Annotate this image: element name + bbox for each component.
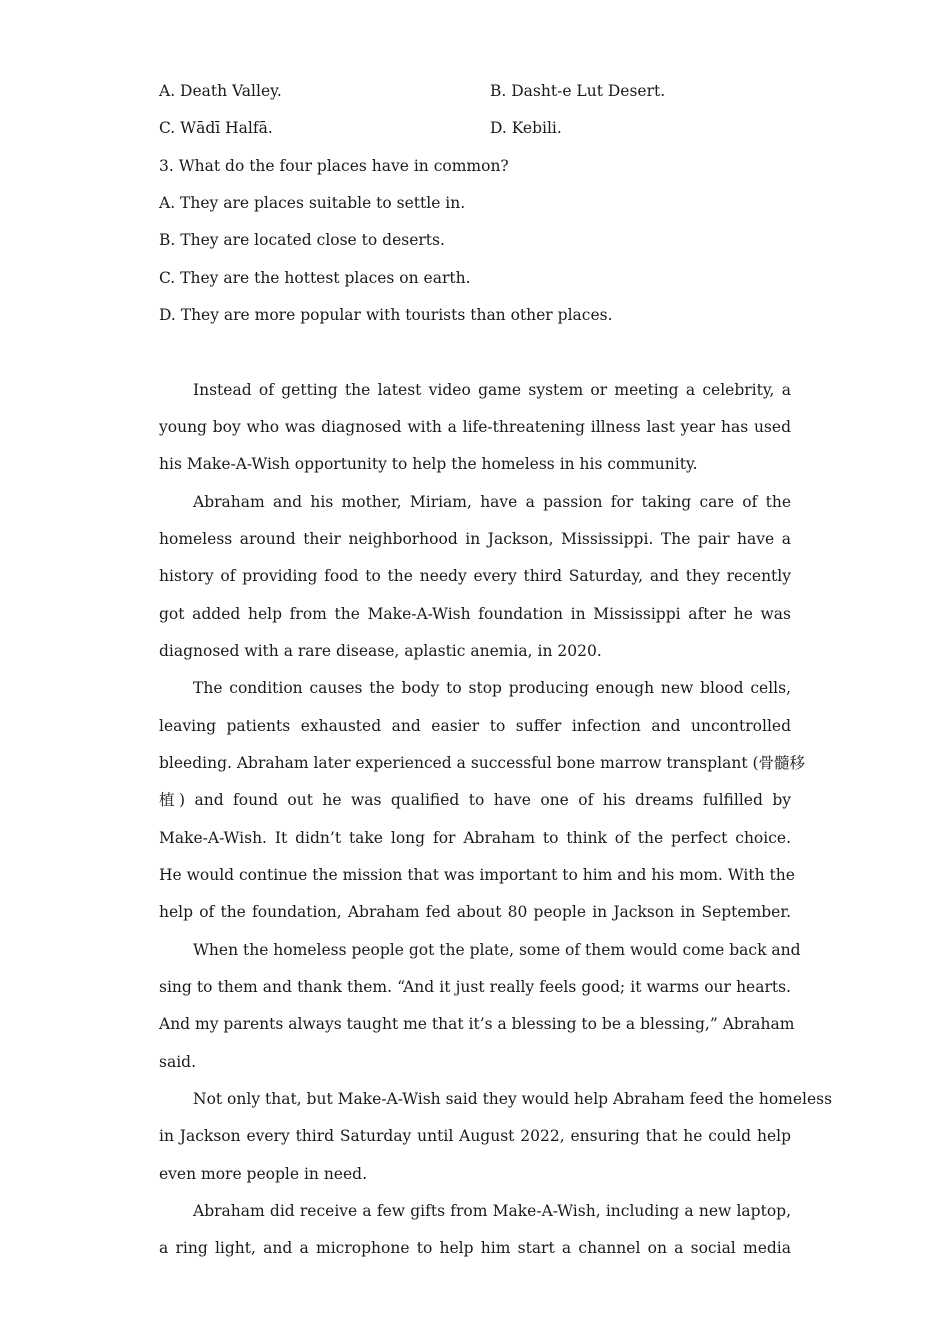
q3-option-b: B. They are located close to deserts. [159, 231, 445, 249]
passage-line: Make-A-Wish. It didn’t take long for Abraham to think of the perfect choice. [159, 829, 791, 847]
passage-line: leaving patients exhausted and easier to suffer infection and uncontrolled [159, 717, 791, 735]
q3-option-d: D. They are more popular with tourists than other places. [159, 306, 613, 324]
q3-stem: 3. What do the four places have in common? [159, 157, 509, 175]
q2-option-d: D. Kebili. [490, 119, 562, 137]
passage-line: Instead of getting the latest video game system or meeting a celebrity, a [193, 381, 791, 399]
passage-line: young boy who was diagnosed with a life-threatening illness last year has used [159, 418, 791, 436]
passage-line: 植) and found out he was qualified to have one of his dreams fulfilled by [159, 791, 791, 809]
q2-option-b: B. Dasht-e Lut Desert. [490, 82, 666, 100]
passage-line: Abraham and his mother, Miriam, have a passion for taking care of the [193, 493, 791, 511]
passage-line: said. [159, 1053, 197, 1071]
passage-line: his Make-A-Wish opportunity to help the homeless in his community. [159, 455, 698, 473]
passage-line: bleeding. Abraham later experienced a successful bone marrow transplant (骨髓移 [159, 754, 806, 772]
q2-option-c: C. Wādī Halfā. [159, 119, 273, 137]
passage-line: sing to them and thank them. “And it just really feels good; it warms our hearts. [159, 978, 791, 996]
passage-line: When the homeless people got the plate, some of them would come back and [193, 941, 801, 959]
passage-line: help of the foundation, Abraham fed about 80 people in Jackson in September. [159, 903, 791, 921]
q3-option-c: C. They are the hottest places on earth. [159, 269, 471, 287]
passage-line: Not only that, but Make-A-Wish said they would help Abraham feed the homeless [193, 1090, 833, 1108]
passage-line: got added help from the Make-A-Wish foundation in Mississippi after he was [159, 605, 791, 623]
passage-line: homeless around their neighborhood in Jackson, Mississippi. The pair have a [159, 530, 791, 548]
passage-line: The condition causes the body to stop producing enough new blood cells, [193, 679, 791, 697]
passage-line: diagnosed with a rare disease, aplastic anemia, in 2020. [159, 642, 602, 660]
passage-line: in Jackson every third Saturday until August 2022, ensuring that he could help [159, 1127, 791, 1145]
passage-line: And my parents always taught me that it’s a blessing to be a blessing,” Abraham [159, 1015, 795, 1033]
passage-line: even more people in need. [159, 1165, 368, 1183]
passage-line: a ring light, and a microphone to help him start a channel on a social media [159, 1239, 791, 1257]
q3-option-a: A. They are places suitable to settle in. [159, 194, 466, 212]
passage-line: history of providing food to the needy every third Saturday, and they recently [159, 567, 791, 585]
passage-line: He would continue the mission that was important to him and his mom. With the [159, 866, 795, 884]
passage-line: Abraham did receive a few gifts from Make-A-Wish, including a new laptop, [193, 1202, 791, 1220]
q2-option-a: A. Death Valley. [159, 82, 282, 100]
